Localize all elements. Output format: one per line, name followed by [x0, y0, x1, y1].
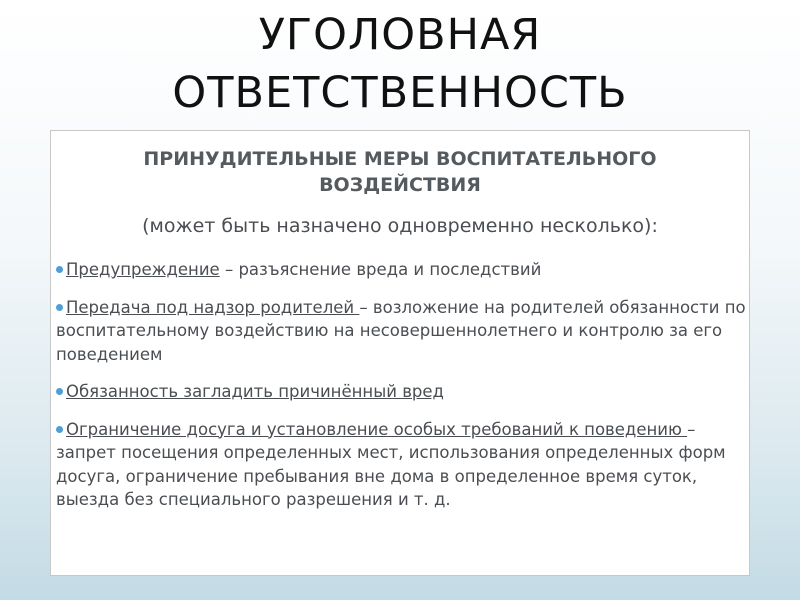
card-subheading: (может быть назначено одновременно несколько):	[142, 215, 658, 237]
item-term: Обязанность загладить причинённый вред	[66, 382, 444, 401]
card-heading	[0, 146, 800, 198]
slide-title-line-1: УГОЛОВНАЯ	[258, 10, 542, 60]
item-term: Передача под надзор родителей	[66, 297, 360, 317]
card-heading-line-2: ВОЗДЕЙСТВИЯ	[319, 174, 481, 196]
bullet-icon	[56, 266, 63, 273]
slide-title	[0, 6, 800, 122]
bullet-icon	[56, 388, 63, 395]
list-item	[56, 258, 746, 282]
card-heading-line-1: ПРИНУДИТЕЛЬНЫЕ МЕРЫ ВОСПИТАТЕЛЬНОГО	[143, 148, 657, 170]
slide-title-line-2: ОТВЕТСТВЕННОСТЬ	[172, 68, 628, 118]
item-term: Ограничение досуга и установление особых требований к поведению	[66, 419, 688, 439]
list-item	[56, 418, 746, 512]
bullet-icon	[56, 304, 63, 311]
item-description: – запрет посещения определенных мест, использования определенных форм досуга, ограничение пребывания вне дома в определенное время суток, выезда без специального разрешения и т. д.	[56, 419, 726, 509]
item-description: – возложение на родителей обязанности по воспитательному воздействию на несовершеннолетнего и контролю за его поведением	[56, 297, 746, 364]
bullet-icon	[56, 426, 63, 433]
item-term: Предупреждение	[66, 260, 220, 279]
list-item	[56, 296, 746, 367]
measures-list	[56, 258, 746, 526]
item-description: – разъяснение вреда и последствий	[219, 260, 542, 279]
list-item	[56, 380, 746, 404]
